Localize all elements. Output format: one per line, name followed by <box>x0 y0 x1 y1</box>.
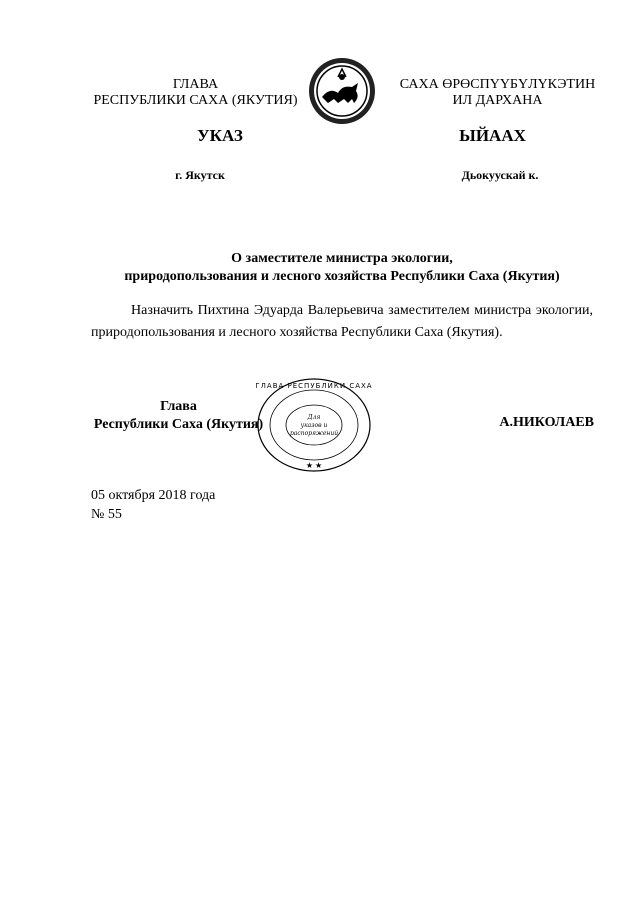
header-right-line1: САХА ӨРӨСПҮҮБҮЛҮКЭТИН <box>399 77 596 92</box>
signature-position <box>91 398 266 434</box>
svg-text:распоряжений: распоряжений <box>289 430 339 437</box>
svg-text:Для: Для <box>307 414 321 421</box>
document-date-number <box>91 486 215 524</box>
subject-line1: О заместителе министра экологии, <box>231 251 453 266</box>
signature-position-line1: Глава <box>160 399 197 414</box>
document-date: 05 октября 2018 года <box>91 488 216 503</box>
document-subject <box>91 250 593 286</box>
svg-text:ГЛАВА РЕСПУБЛИКИ САХА: ГЛАВА РЕСПУБЛИКИ САХА <box>255 382 373 390</box>
official-seal-stamp <box>254 375 374 475</box>
svg-text:указов и: указов и <box>300 422 328 429</box>
header-left <box>88 77 303 109</box>
svg-text:★ ★: ★ ★ <box>305 461 323 470</box>
doc-title-ru: УКАЗ <box>197 126 243 145</box>
doc-title-sah: ЫЙААХ <box>459 126 526 145</box>
document-body: Назначить Пихтина Эдуарда Валерьевича заместителем министра экологии, природопользования и лесного хозяйства Республики Саха (Якутия). <box>91 303 593 340</box>
header-right <box>395 77 600 109</box>
signatory-name: А.НИКОЛАЕВ <box>499 415 594 430</box>
header-left-line1: ГЛАВА <box>172 77 219 92</box>
header-right-line2: ИЛ ДАРХАНА <box>452 93 543 108</box>
emblem-icon <box>308 57 376 125</box>
subject-line2: природопользования и лесного хозяйства Республики Саха (Якутия) <box>124 269 560 284</box>
place-ru: г. Якутск <box>175 168 225 182</box>
signature-position-line2: Республики Саха (Якутия) <box>93 417 264 432</box>
header-left-line2: РЕСПУБЛИКИ САХА (ЯКУТИЯ) <box>93 93 298 108</box>
document-number: № 55 <box>91 507 122 522</box>
place-sah: Дьокуускай к. <box>461 168 539 182</box>
